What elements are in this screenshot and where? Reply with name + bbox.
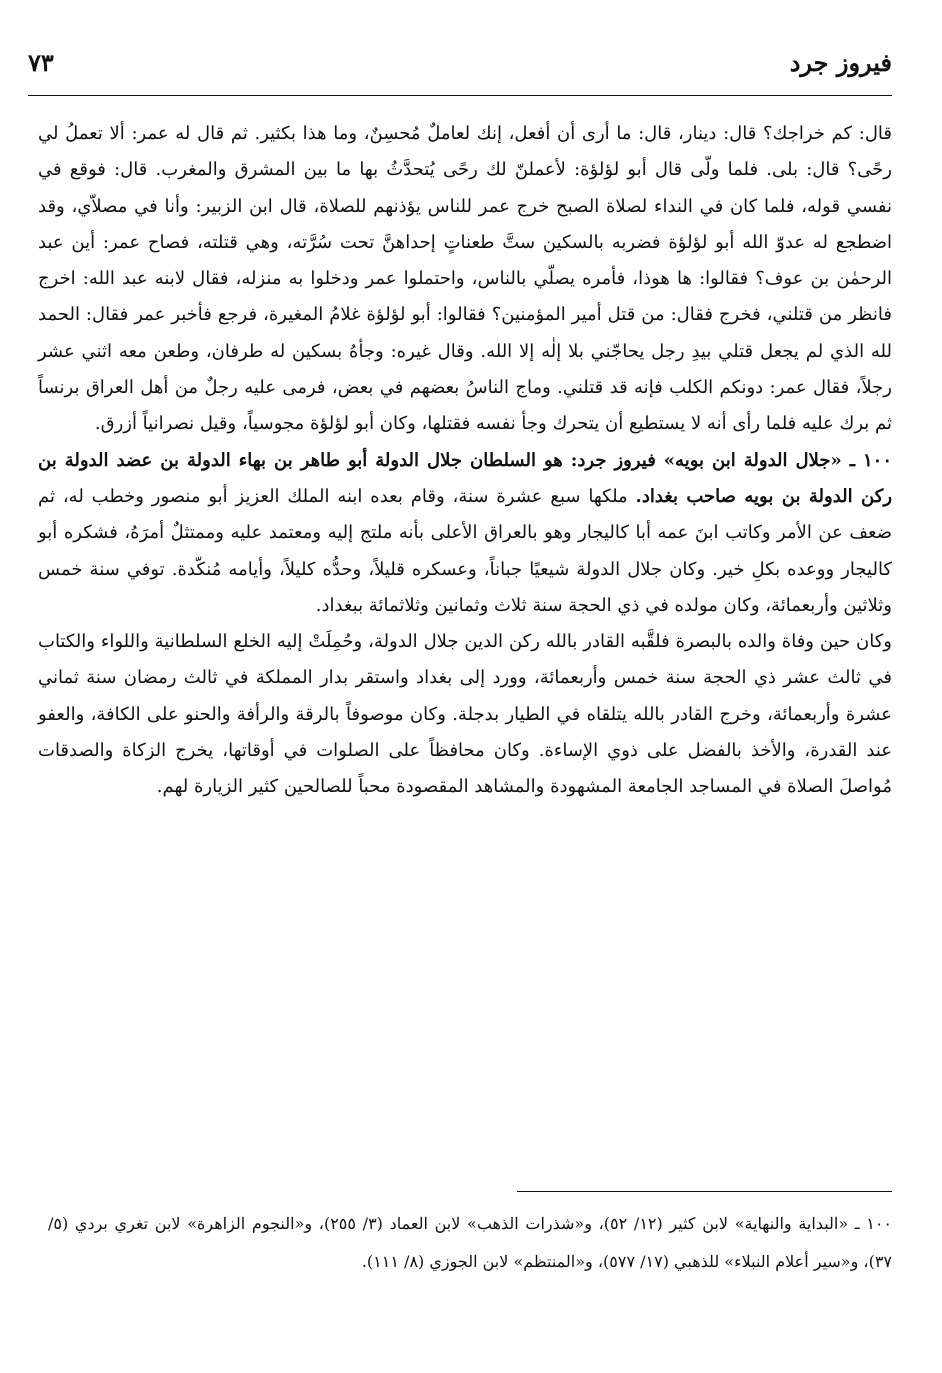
entry-heading: ١٠٠ ـ «جلال الدولة ابن بويه» فيروز جرد: هو السلطان جلال الدولة أبو طاهر بن بهاء الدولة بن عضد الدولة بن ركن الدولة بن بويه صاحب بغداد.: [38, 449, 893, 507]
header-divider: [28, 95, 892, 96]
entry-100: [38, 443, 892, 624]
paragraph-biography: وكان حين وفاة والده بالبصرة فلقَّبه القادر بالله ركن الدين جلال الدولة، وحُمِلَتْ إليه الخلع السلطانية واللواء والكتاب في ثالث عشر ذي الحجة سنة خمس وأربعمائة، وورد إلى بغداد واستقر بدار المملكة في ثالث رمضان سنة ثماني عشرة وأربعمائة، وخرج القادر بالله يتلقاه في الطيار بدجلة. وكان موصوفاً بالرقة والرأفة والحنو على الكافة، والعفو عند القدرة، والأخذ بالفضل على ذوي الإساءة. وكان محافظاً على الصلوات في أوقاتها، يخرج الزكاة والصدقات مُواصلَ الصلاة في المساجد الجامعة المشهودة والمشاهد المقصودة محباً للصالحين كثير الزيارة لهم.: [38, 631, 892, 798]
page-number: ٧٣: [28, 48, 54, 77]
entry-text: ملكها سبع عشرة سنة، وقام بعده ابنه الملك العزيز أبو منصور وخطب له، ثم ضعف عن الأمر وكاتب ابنَ عمه أبا كاليجار وهو بالعراق الأعلى بأنه ملتج إليه ومعتمد عليه وممتثلٌ أمرَهُ، فشكره أبو كاليجار ووعده بكلِ خير. وكان جلال الدولة شيعيًا جباناً، وعسكره قليلاً، وحدُّه كليلاً، وأيامه مُنكّدة. توفي سنة خمس وثلاثين وأربعمائة، وكان مولده في ذي الحجة سنة ثلاث وثمانين وثلاثمائة ببغداد.: [38, 485, 892, 616]
running-title: فيروز جرد: [789, 48, 892, 77]
main-text: [38, 116, 892, 806]
paragraph-umar-story: قال: كم خراجك؟ قال: دينار، قال: ما أرى أن أفعل، إنك لعاملٌ مُحسِنٌ، وما هذا بكثير. ثم قال له عمر: ألا تعملُ لي رحًى؟ قال: بلى. فلما ولّى قال أبو لؤلؤة: لأعملنّ لك رحًى يُتحدَّثُ بها ما بين المشرق والمغرب. قال: فوقع في نفسي قوله، فلما كان في النداء لصلاة الصبح خرج عمر للناس يؤذنهم للصلاة، قال ابن الزبير: وأنا في مصلاّي، وقد اضطجع له عدوّ الله أبو لؤلؤة فضربه بالسكين ستَّ طعناتٍ إحداهنَّ تحت سُرَّته، وهي قتلته، فصاح عمر: أين عبد الرحمٰن بن عوف؟ فقالوا: ها هوذا، فأمره يصلّي بالناس، واحتملوا عمر ودخلوا به منزله، فقال لابنه عبد الله: اخرج فانظر من قتلني، فخرج فقال: من قتل أمير المؤمنين؟ فقالوا: أبو لؤلؤة غلامُ المغيرة، فرجع فأخبر عمر فقال: الحمد لله الذي لم يجعل قتلي بيدِ رجل يحاجّني بلا إلٰه إلا الله. وقال غيره: وجأهُ بسكين له طرفان، وطعن معه اثني عشر رجلاً، فقال عمر: دونكم الكلب فإنه قد قتلني. وماج الناسُ بعضهم في بعض، فرمى عليه رجلٌ من أهل العراق برنساً ثم برك عليه فلما رأى أنه لا يستطيع أن يتحرك وجأ نفسه فقتلها، وكان أبو لؤلؤة مجوسياً، وقيل نصرانياً أزرق.: [38, 123, 892, 435]
footnote-divider: [517, 1191, 892, 1192]
footnote: ١٠٠ ـ «البداية والنهاية» لابن كثير (١٢/ ٥٢)، و«شذرات الذهب» لابن العماد (٣/ ٢٥٥)، و«النجوم الزاهرة» لابن تغري بردي (٥/ ٣٧)، و«سير أعلام النبلاء» للذهبي (١٧/ ٥٧٧)، و«المنتظم» لابن الجوزي (٨/ ١١١).: [48, 1214, 893, 1271]
page-header: [28, 48, 892, 96]
